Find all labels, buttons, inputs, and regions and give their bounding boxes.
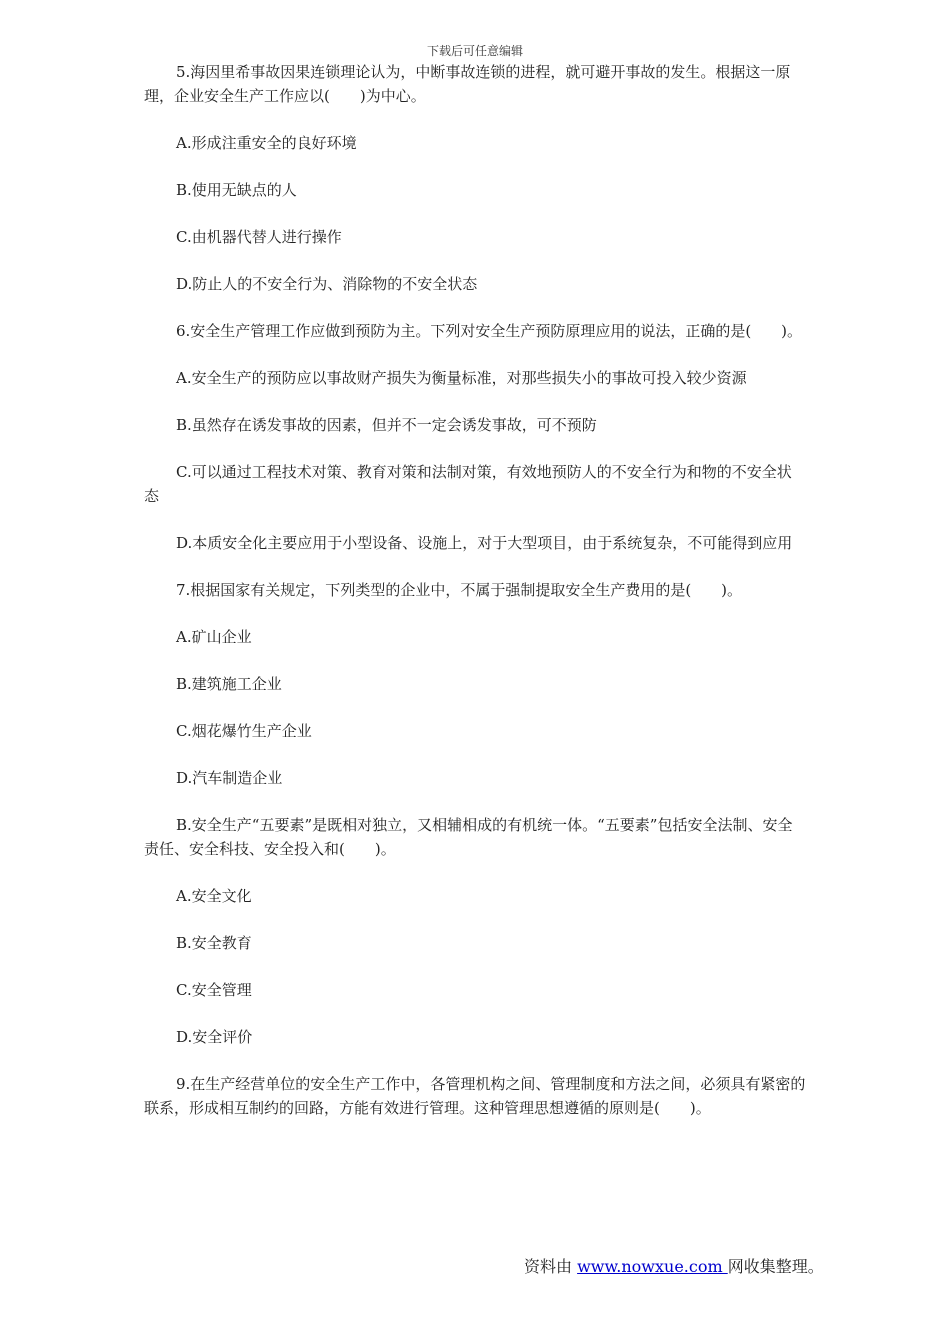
option-a: A.安全文化 <box>176 887 252 905</box>
document-body <box>144 60 806 1143</box>
option-b: B.建筑施工企业 <box>176 675 282 693</box>
question-8 <box>144 813 806 1049</box>
question-stem: 6.安全生产管理工作应做到预防为主。下列对安全生产预防原理应用的说法，正确的是( )。 <box>176 322 803 340</box>
footer-link[interactable]: www.nowxue.com <box>577 1257 728 1276</box>
option-d: D.防止人的不安全行为、消除物的不安全状态 <box>176 275 478 293</box>
question-stem: 5.海因里希事故因果连锁理论认为，中断事故连锁的进程，就可避开事故的发生。根据这一原理，企业安全生产工作应以( )为中心。 <box>144 63 791 105</box>
footer-prefix: 资料由 <box>524 1257 578 1276</box>
question-9 <box>144 1072 806 1120</box>
option-d: D.本质安全化主要应用于小型设备、设施上，对于大型项目，由于系统复杂，不可能得到应用 <box>176 534 793 552</box>
question-stem: B.安全生产“五要素”是既相对独立，又相辅相成的有机统一体。“五要素”包括安全法制、安全责任、安全科技、安全投入和( )。 <box>144 816 793 858</box>
option-c: C.安全管理 <box>176 981 252 999</box>
question-stem: 7.根据国家有关规定，下列类型的企业中，不属于强制提取安全生产费用的是( )。 <box>176 581 743 599</box>
question-7 <box>144 578 806 790</box>
question-6 <box>144 319 806 555</box>
header-note: 下载后可任意编辑 <box>426 44 523 58</box>
option-d: D.安全评价 <box>176 1028 253 1046</box>
option-a: A.安全生产的预防应以事故财产损失为衡量标准，对那些损失小的事故可投入较少资源 <box>176 369 747 387</box>
question-stem: 9.在生产经营单位的安全生产工作中，各管理机构之间、管理制度和方法之间，必须具有紧密的联系，形成相互制约的回路，方能有效进行管理。这种管理思想遵循的原则是( )。 <box>144 1075 806 1117</box>
question-5 <box>144 60 806 296</box>
option-c: C.由机器代替人进行操作 <box>176 228 342 246</box>
option-b: B.安全教育 <box>176 934 252 952</box>
option-c: C.烟花爆竹生产企业 <box>176 722 312 740</box>
option-b: B.使用无缺点的人 <box>176 181 297 199</box>
option-a: A.形成注重安全的良好环境 <box>176 134 357 152</box>
option-c: C.可以通过工程技术对策、教育对策和法制对策，有效地预防人的不安全行为和物的不安全状态 <box>144 463 792 505</box>
option-d: D.汽车制造企业 <box>176 769 283 787</box>
option-b: B.虽然存在诱发事故的因素，但并不一定会诱发事故，可不预防 <box>176 416 597 434</box>
option-a: A.矿山企业 <box>176 628 252 646</box>
footer-credit <box>524 1254 824 1277</box>
footer-suffix: 网收集整理。 <box>727 1257 824 1276</box>
